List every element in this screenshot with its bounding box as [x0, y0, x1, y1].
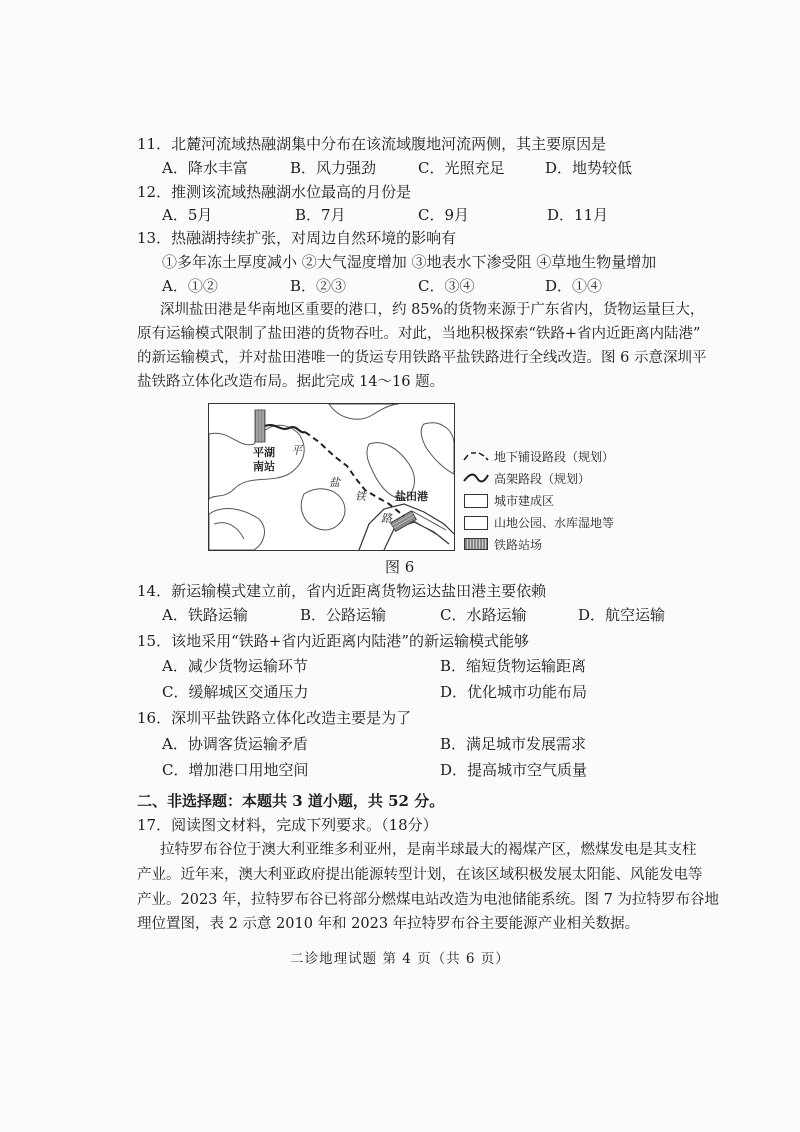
- q14-stem: 14．新运输模式建立前，省内近距离货物运达盐田港主要依赖: [137, 582, 547, 600]
- legend-underground-label: 地下铺设路段（规划）: [494, 450, 615, 464]
- passage1-line-2: 原有运输模式限制了盐田港的货物吞吐。对此，当地积极探索“铁路+省内近距离内陆港”: [137, 326, 701, 342]
- park-area-swatch: [464, 516, 488, 530]
- legend-elevated-label: 高架路段（规划）: [494, 472, 591, 486]
- page-footer: 二诊地理试题 第 4 页（共 6 页）: [290, 951, 510, 967]
- q16-option-b: B．满足城市发展需求: [440, 735, 587, 753]
- q13-stem: 13．热融湖持续扩张，对周边自然环境的影响有: [137, 229, 457, 247]
- q13-option-c: C．③④: [418, 277, 475, 295]
- underground-line-icon: [462, 449, 490, 463]
- q15-stem: 15．该地采用“铁路+省内近距离内陆港”的新运输模式能够: [137, 632, 529, 650]
- q15-option-a: A．减少货物运输环节: [162, 657, 308, 675]
- q16-option-a: A．协调客货运输矛盾: [162, 735, 308, 753]
- q12-option-c: C．9月: [418, 206, 470, 224]
- q13-option-d: D．①④: [545, 277, 603, 295]
- q16-option-c: C．增加港口用地空间: [162, 761, 309, 779]
- q11-option-c: C．光照充足: [418, 159, 505, 177]
- q13-option-b: B．②③: [290, 277, 347, 295]
- q16-stem: 16．深圳平盐铁路立体化改造主要是为了: [137, 709, 412, 727]
- q17-line-1: 拉特罗布谷位于澳大利亚维多利亚州，是南半球最大的褐煤产区，燃煤发电是其支柱: [160, 842, 697, 858]
- map-label-rail-ping: 平: [291, 444, 302, 457]
- map-label-rail-lu: 路: [381, 512, 392, 525]
- q17-line-4: 理位置图，表 2 示意 2010 年和 2023 年拉特罗布谷主要能源产业相关数据。: [137, 916, 640, 932]
- q17-line-2: 产业。近年来，澳大利亚政府提出能源转型计划，在该区域积极发展太阳能、风能发电等: [137, 867, 703, 883]
- q12-option-a: A．5月: [162, 206, 213, 224]
- q17-stem: 17．阅读图文材料，完成下列要求。（18分）: [137, 816, 438, 834]
- q11-option-a: A．降水丰富: [162, 159, 248, 177]
- q16-option-d: D．提高城市空气质量: [440, 761, 588, 779]
- elevated-line-icon: [462, 471, 490, 485]
- q15-option-c: C．缓解城区交通压力: [162, 683, 309, 701]
- figure6-legend: [462, 448, 662, 552]
- map-label-nanzhan: 南站: [253, 460, 275, 473]
- q14-option-d: D．航空运输: [578, 606, 666, 624]
- rail-yard-swatch: [464, 538, 488, 550]
- passage1-line-3: 的新运输模式，并对盐田港唯一的货运专用铁路平盐铁路进行全线改造。图 6 示意深圳平: [137, 350, 707, 366]
- passage1-line-4: 盐铁路立体化改造布局。据此完成 14～16 题。: [137, 374, 445, 390]
- section2-title: 二、非选择题：本题共 3 道小题，共 52 分。: [137, 792, 445, 810]
- urban-area-swatch: [464, 494, 488, 508]
- map-label-pinghu: 平湖: [253, 446, 275, 459]
- q11-option-d: D．地势较低: [545, 159, 633, 177]
- q14-option-a: A．铁路运输: [162, 606, 248, 624]
- q12-option-b: B．7月: [295, 206, 346, 224]
- q12-stem: 12．推测该流域热融湖水位最高的月份是: [137, 183, 412, 201]
- q15-option-b: B．缩短货物运输距离: [440, 657, 587, 675]
- figure6-map: [208, 403, 455, 551]
- q11-option-b: B．风力强劲: [290, 159, 377, 177]
- figure6-caption: 图 6: [385, 558, 415, 576]
- q13-option-a: A．①②: [162, 277, 218, 295]
- q11-stem: 11．北麓河流域热融湖集中分布在该流域腹地河流两侧，其主要原因是: [137, 135, 607, 153]
- legend-urban-label: 城市建成区: [494, 494, 555, 508]
- q12-option-d: D．11月: [547, 206, 609, 224]
- map-label-port: 盐田港: [395, 490, 428, 503]
- q15-option-d: D．优化城市功能布局: [440, 683, 588, 701]
- q17-line-3: 产业。2023 年，拉特罗布谷已将部分燃煤电站改造为电池储能系统。图 7 为拉特罗布谷地: [137, 892, 719, 908]
- q14-option-c: C．水路运输: [440, 606, 527, 624]
- legend-rail-yard-label: 铁路站场: [494, 538, 543, 552]
- passage1-line-1: 深圳盐田港是华南地区重要的港口，约 85%的货物来源于广东省内，货物运量巨大，: [160, 302, 705, 318]
- q14-option-b: B．公路运输: [300, 606, 387, 624]
- map-label-rail-yan: 盐: [329, 476, 340, 489]
- map-label-rail-tie: 铁: [355, 490, 366, 503]
- q13-items: ①多年冻土厚度减小 ②大气湿度增加 ③地表水下渗受阻 ④草地生物量增加: [162, 253, 657, 271]
- legend-park-label: 山地公园、水库湿地等: [494, 516, 615, 530]
